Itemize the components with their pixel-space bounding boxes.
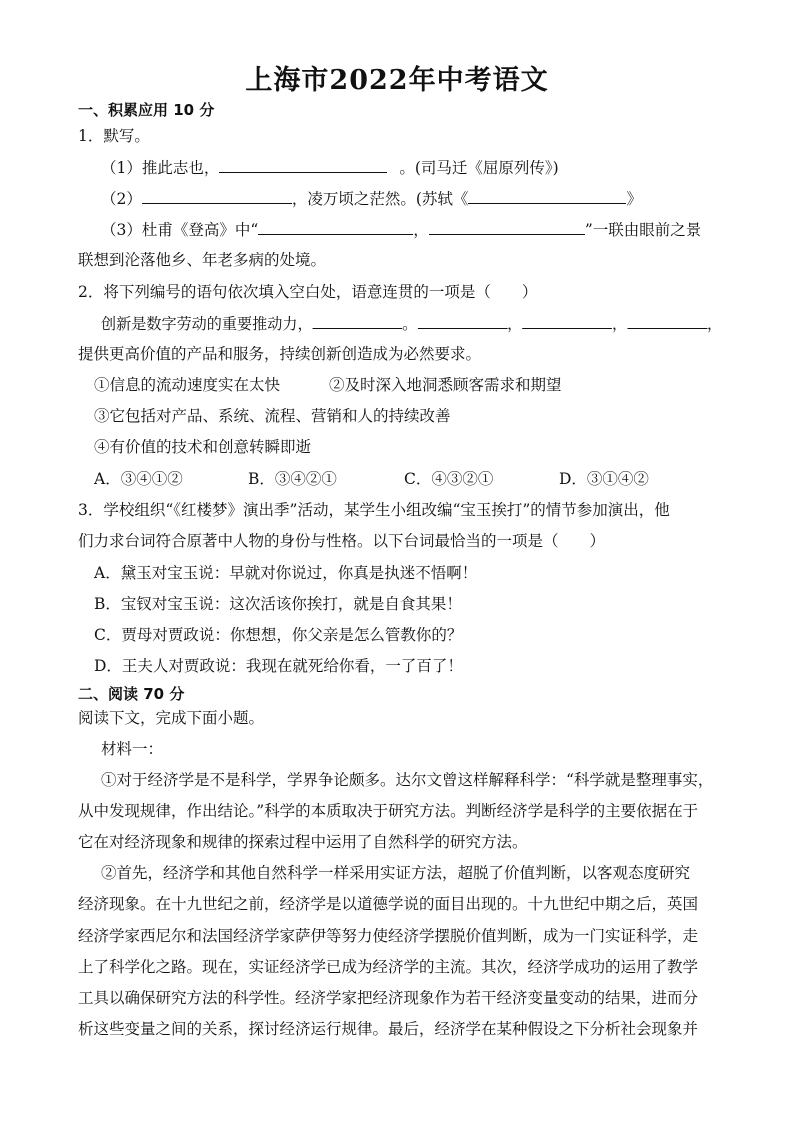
q2-sentence-4: ④有价值的技术和创意转瞬即逝 xyxy=(94,438,312,456)
q2-sentence-2: ②及时深入地洞悉顾客需求和期望 xyxy=(329,376,562,394)
q2-option-b[interactable]: B．③④②① xyxy=(248,470,337,488)
q1-item-1 xyxy=(101,156,559,179)
q3-option-d[interactable]: D．王夫人对贾政说：我现在就死给你看，一了百了！ xyxy=(94,657,463,675)
q2-passage-start: 创新是数字劳动的重要推动力， xyxy=(101,315,313,333)
paragraph-1-line: ①对于经济学是不是科学，学界争论颇多。达尔文曾这样解释科学：“科学就是整理事实， xyxy=(101,771,714,789)
q1-item-3-comma: ， xyxy=(413,221,429,239)
q1-item-1-text: （1）推此志也， xyxy=(101,159,220,177)
answer-blank[interactable] xyxy=(429,218,585,235)
paragraph-1-line: 它在对经济现象和规律的探索过程中运用了自然科学的研究方法。 xyxy=(78,833,528,851)
q2-sentence-1: ①信息的流动速度实在太快 xyxy=(94,376,281,394)
q1-item-2-mid: ，凌万顷之茫然。(苏轼《 xyxy=(291,190,469,208)
paragraph-1-line: 从中发现规律，作出结论。”科学的本质取决于研究方法。判断经济学是科学的主要依据在于 xyxy=(78,802,699,820)
paragraph-2-line: 经济学家西尼尔和法国经济学家萨伊等努力使经济学摆脱价值判断，成为一门实证科学，走 xyxy=(78,927,699,945)
answer-blank[interactable] xyxy=(417,312,507,329)
q2-sep: ， xyxy=(707,315,723,333)
q3-stem-line-1: 3．学校组织“《红楼梦》演出季”活动，某学生小组改编“宝玉挨打”的情节参加演出，他 xyxy=(78,501,670,519)
section-1-heading: 一、积累应用 10 分 xyxy=(78,101,215,119)
q1-item-2-text: （2） xyxy=(101,190,142,208)
answer-blank[interactable] xyxy=(219,156,387,173)
q2-sep: 。 xyxy=(402,315,418,333)
paragraph-2-line: 上了科学化之路。现在，实证经济学已成为经济学的主流。其次，经济学成功的运用了教学 xyxy=(78,958,699,976)
q1-item-3 xyxy=(101,218,701,241)
answer-blank[interactable] xyxy=(522,312,612,329)
q1-item-1-source: 。(司马迁《屈原列传》) xyxy=(399,159,559,177)
q2-passage-cont: 提供更高价值的产品和服务，持续创新创造成为必然要求。 xyxy=(78,345,482,363)
paragraph-2-line: ②首先，经济学和其他自然科学一样采用实证方法，超脱了价值判断，以客观态度研究 xyxy=(101,864,691,882)
q2-sentence-3: ③它包括对产品、系统、流程、营销和人的持续改善 xyxy=(94,407,451,425)
paragraph-2-line: 经济现象。在十九世纪之前，经济学是以道德学说的面目出现的。十九世纪中期之后，英国 xyxy=(78,895,699,913)
q3-stem-line-2: 们力求台词符合原著中人物的身份与性格。以下台词最恰当的一项是（ ） xyxy=(78,532,606,550)
q3-option-b[interactable]: B．宝钗对宝玉说：这次活该你挨打，就是自食其果！ xyxy=(94,595,462,613)
q1-item-3-text: （3）杜甫《登高》中“ xyxy=(101,221,259,239)
paragraph-2-line: 析这些变量之间的关系，探讨经济运行规律。最后，经济学在某种假设之下分析社会现象并 xyxy=(78,1020,699,1038)
answer-blank[interactable] xyxy=(142,187,292,204)
answer-blank[interactable] xyxy=(258,218,413,235)
q3-option-c[interactable]: C．贾母对贾政说：你想想，你父亲是怎么管教你的？ xyxy=(94,626,463,644)
q2-option-a[interactable]: A．③④①② xyxy=(94,470,183,488)
material-label: 材料一： xyxy=(101,740,164,758)
q2-sep: ， xyxy=(611,315,628,333)
q2-passage xyxy=(101,312,722,335)
q2-sep: ， xyxy=(507,315,523,333)
section-2-heading: 二、阅读 70 分 xyxy=(78,685,185,703)
q1-item-3-tail: ”一联由眼前之景 xyxy=(584,221,702,239)
paragraph-2-line: 工具以确保研究方法的科学性。经济学家把经济现象作为若干经济变量变动的结果，进而分 xyxy=(78,989,699,1007)
q2-option-d[interactable]: D．③①④② xyxy=(559,470,649,488)
page-title: 上海市2022年中考语文 xyxy=(245,65,549,96)
q1-item-2 xyxy=(101,187,642,210)
q2-stem: 2．将下列编号的语句依次填入空白处，语意连贯的一项是（ ） xyxy=(78,283,538,301)
q2-option-c[interactable]: C．④③②① xyxy=(404,470,494,488)
answer-blank[interactable] xyxy=(313,312,403,329)
answer-blank[interactable] xyxy=(468,187,626,204)
q1-item-3-cont: 联想到沦落他乡、年老多病的处境。 xyxy=(78,251,327,269)
answer-blank[interactable] xyxy=(627,312,707,329)
q1-label: 1．默写。 xyxy=(78,127,150,145)
reading-intro: 阅读下文，完成下面小题。 xyxy=(78,709,265,727)
q3-option-a[interactable]: A．黛玉对宝玉说：早就对你说过，你真是执迷不悟啊！ xyxy=(94,564,478,582)
q1-item-2-end: 》 xyxy=(626,190,642,208)
